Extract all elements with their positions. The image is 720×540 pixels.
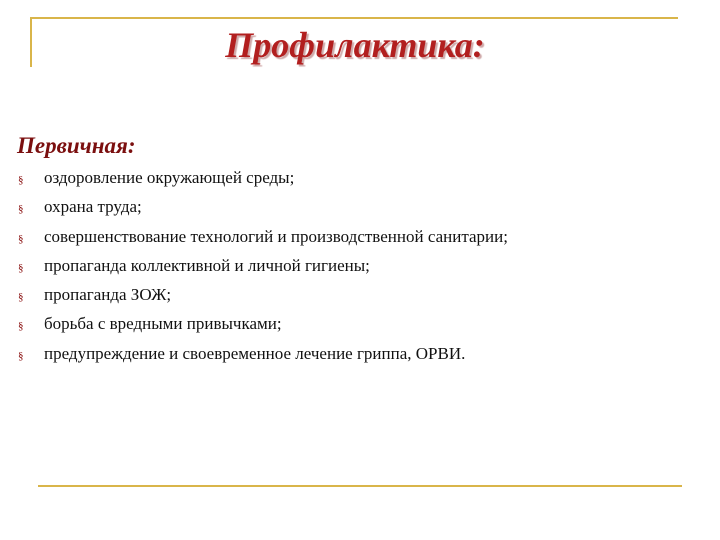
section-sign-icon: § — [18, 232, 24, 245]
list-item — [18, 256, 698, 285]
list-item-label: совершенствование технологий и производственной санитарии; — [44, 226, 508, 246]
list-item — [18, 344, 698, 373]
section-sign-icon: § — [18, 349, 24, 362]
list-item-label: предупреждение и своевременное лечение гриппа, ОРВИ. — [44, 343, 466, 363]
list-item — [18, 227, 698, 256]
list-item-label: пропаганда коллективной и личной гигиены; — [44, 255, 370, 275]
section-sign-icon: § — [18, 174, 24, 186]
list-item — [18, 197, 698, 226]
list-item — [18, 168, 698, 197]
section-sign-icon: § — [18, 261, 24, 274]
list-item-label: охрана труда; — [44, 197, 142, 217]
section-sign-icon: § — [18, 203, 24, 216]
list-item-label: оздоровление окружающей среды; — [44, 168, 295, 187]
list-item-label: пропаганда ЗОЖ; — [44, 285, 172, 305]
section-sign-icon: § — [18, 320, 24, 333]
section-heading: Первичная: — [17, 133, 136, 158]
top-border-line — [30, 17, 678, 19]
section-sign-icon: § — [18, 291, 24, 304]
list-item — [18, 285, 698, 314]
slide-title: Профилактика: — [225, 25, 485, 65]
list-item — [18, 314, 698, 343]
bullet-list — [18, 168, 698, 373]
list-item-label: борьба с вредными привычками; — [44, 314, 282, 334]
bottom-border-line — [38, 485, 682, 487]
